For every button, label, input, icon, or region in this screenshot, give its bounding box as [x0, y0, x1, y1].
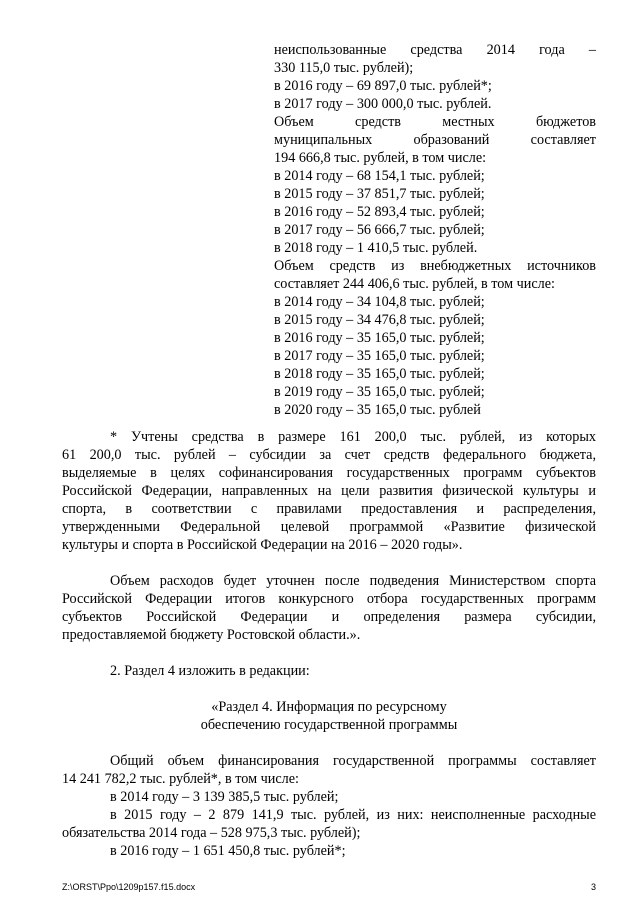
paragraph-line: предоставляемой бюджету Ростовской области.».	[62, 627, 361, 643]
text-line: 330 115,0 тыс. рублей);	[274, 60, 414, 76]
text-line: в 2015 году – 34 476,8 тыс. рублей;	[274, 312, 485, 328]
section-title: обеспечению государственной программы	[200, 717, 458, 733]
paragraph-line: в 2014 году – 3 139 385,5 тыс. рублей;	[110, 789, 339, 805]
paragraph-line: в 2016 году – 1 651 450,8 тыс. рублей*;	[110, 843, 346, 859]
text-line: в 2016 году – 52 893,4 тыс. рублей;	[274, 204, 485, 220]
text-line: в 2020 году – 35 165,0 тыс. рублей	[274, 402, 481, 418]
footnote-line: культуры и спорта в Российской Федерации на 2016 – 2020 годы».	[62, 537, 463, 553]
text-line: в 2014 году – 34 104,8 тыс. рублей;	[274, 294, 485, 310]
text-line: в 2019 году – 35 165,0 тыс. рублей;	[274, 384, 485, 400]
paragraph-line: 14 241 782,2 тыс. рублей*, в том числе:	[62, 771, 299, 787]
page-number: 3	[590, 882, 596, 892]
footnote-line: Российской Федерации, направленных на цели развития физической культуры и	[62, 483, 596, 499]
footnote-line: * Учтены средства в размере 161 200,0 тыс. рублей, из которых	[110, 429, 596, 445]
paragraph-line: Общий объем финансирования государственной программы составляет	[110, 753, 596, 769]
text-line: в 2017 году – 300 000,0 тыс. рублей.	[274, 96, 492, 112]
paragraph-line: Российской Федерации итогов конкурсного отбора государственных программ	[62, 591, 596, 607]
paragraph-line: субъектов Российской Федерации и определения размера субсидии,	[62, 609, 596, 625]
footnote-line: спорта, в соответствии с правилами предоставления и распределения,	[62, 501, 596, 517]
text-line: в 2017 году – 35 165,0 тыс. рублей;	[274, 348, 485, 364]
text-line: Объем средств из внебюджетных источников	[274, 258, 596, 274]
footer-file-path: Z:\ORST\Ppo\1209p157.f15.docx	[62, 882, 196, 892]
list-item: 2. Раздел 4 изложить в редакции:	[110, 663, 310, 679]
text-line: в 2017 году – 56 666,7 тыс. рублей;	[274, 222, 485, 238]
text-line: в 2016 году – 35 165,0 тыс. рублей;	[274, 330, 485, 346]
text-line: в 2014 году – 68 154,1 тыс. рублей;	[274, 168, 485, 184]
footnote-line: утвержденными Федеральной целевой программой «Развитие физической	[62, 519, 596, 535]
section-title: «Раздел 4. Информация по ресурсному	[211, 699, 447, 715]
paragraph-line: обязательства 2014 года – 528 975,3 тыс. рублей);	[62, 825, 361, 841]
text-line: 194 666,8 тыс. рублей, в том числе:	[274, 150, 487, 166]
text-line: в 2016 году – 69 897,0 тыс. рублей*;	[274, 78, 492, 94]
paragraph-line: в 2015 году – 2 879 141,9 тыс. рублей, из них: неисполненные расходные	[110, 807, 596, 823]
text-line: в 2018 году – 1 410,5 тыс. рублей.	[274, 240, 478, 256]
text-line: муниципальных образований составляет	[274, 132, 596, 148]
text-line: составляет 244 406,6 тыс. рублей, в том числе:	[274, 276, 555, 292]
text-line: неиспользованные средства 2014 года –	[274, 42, 596, 58]
footnote-line: выделяемые в целях софинансирования государственных программ субъектов	[62, 465, 596, 481]
text-line: в 2015 году – 37 851,7 тыс. рублей;	[274, 186, 485, 202]
text-line: Объем средств местных бюджетов	[274, 114, 596, 130]
paragraph-line: Объем расходов будет уточнен после подведения Министерством спорта	[110, 573, 596, 589]
text-line: в 2018 году – 35 165,0 тыс. рублей;	[274, 366, 485, 382]
footnote-line: 61 200,0 тыс. рублей – субсидии за счет средств федерального бюджета,	[62, 447, 596, 463]
